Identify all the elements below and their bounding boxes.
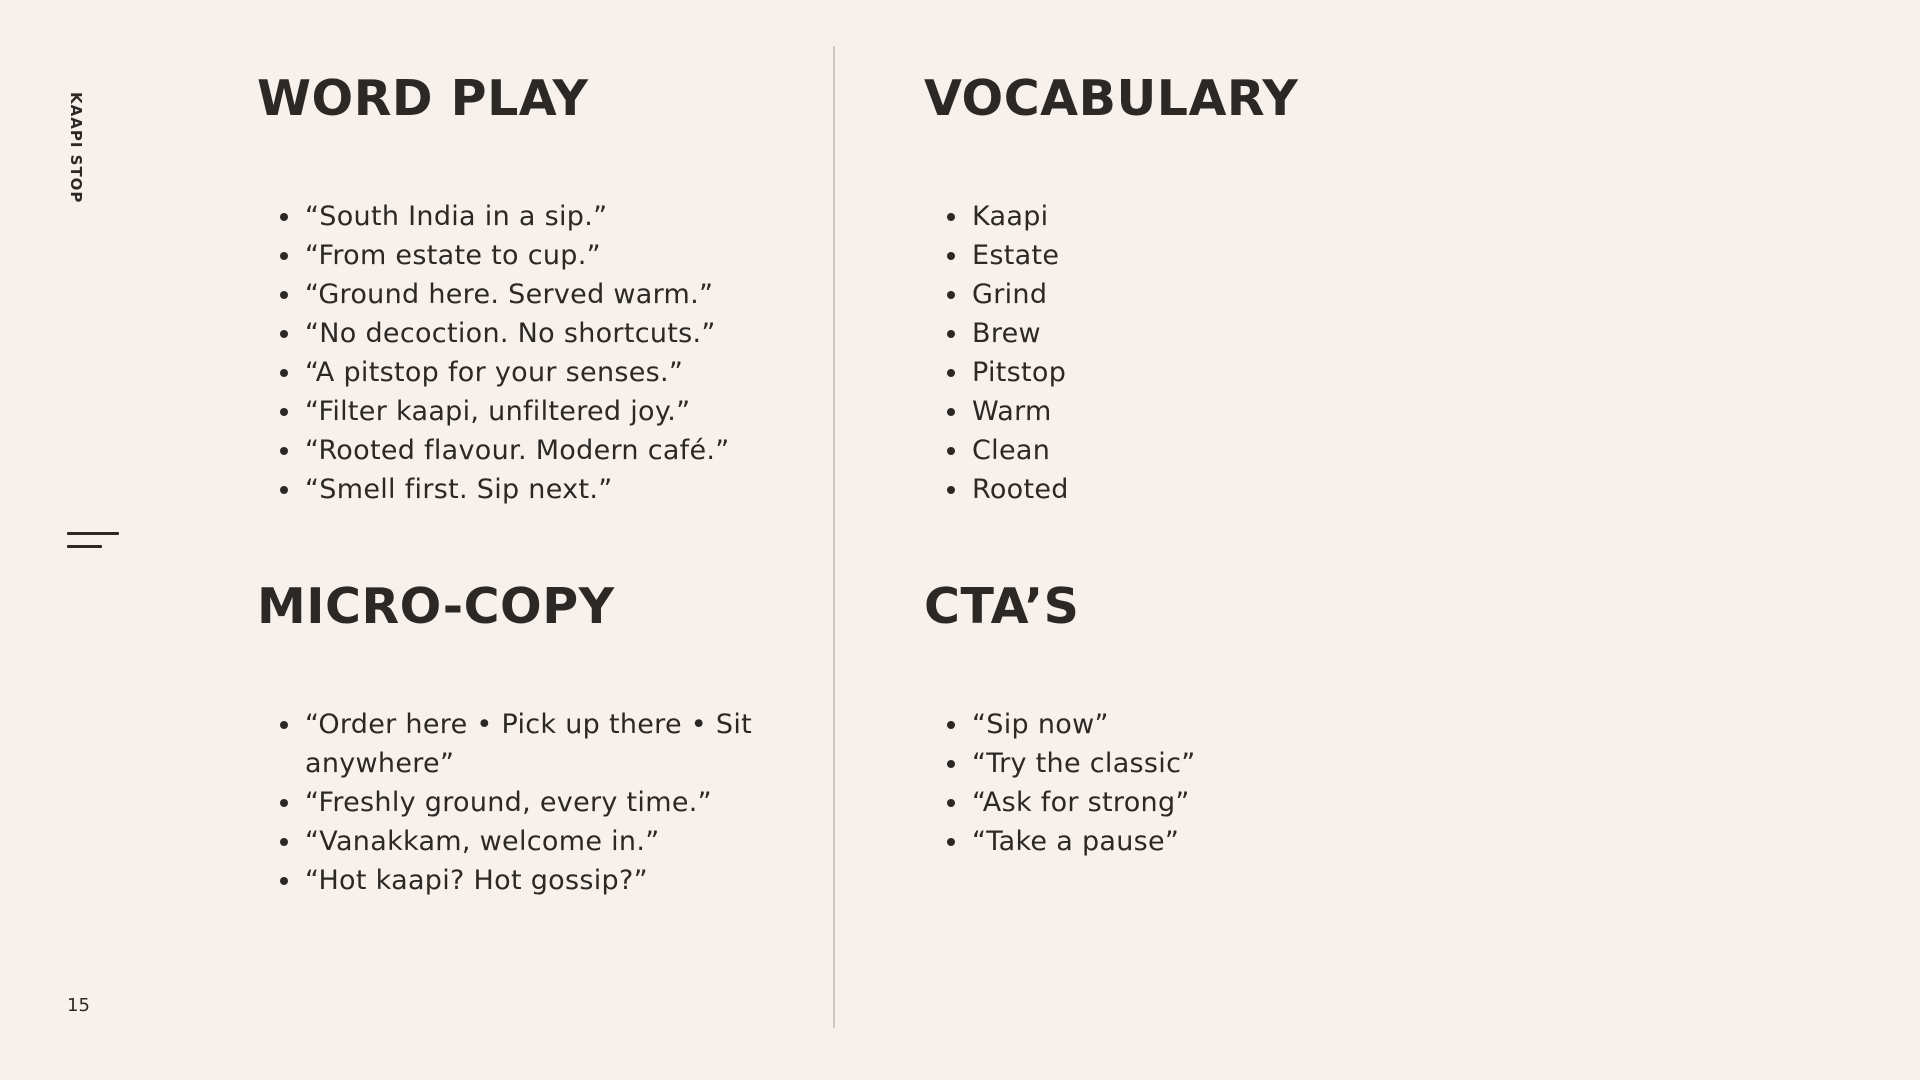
menu-icon[interactable]: [67, 532, 119, 552]
list-item: “Ask for strong”: [972, 783, 1824, 822]
list-item: “Filter kaapi, unfiltered joy.”: [305, 392, 777, 431]
section-title-micro-copy: MICRO-COPY: [257, 578, 615, 635]
section-micro-copy: [257, 578, 777, 900]
section-title-vocabulary: VOCABULARY: [924, 70, 1299, 127]
vocabulary-list: [924, 197, 1824, 509]
micro-copy-list: [257, 705, 777, 900]
list-item: Clean: [972, 431, 1824, 470]
list-item: Grind: [972, 275, 1824, 314]
menu-icon-line-top: [67, 532, 119, 535]
list-item: “Freshly ground, every time.”: [305, 783, 775, 822]
section-vocabulary: [924, 70, 1824, 509]
list-item: “A pitstop for your senses.”: [305, 353, 777, 392]
list-item: Rooted: [972, 470, 1824, 509]
list-item: “Rooted flavour. Modern café.”: [305, 431, 777, 470]
list-item: “Hot kaapi? Hot gossip?”: [305, 861, 775, 900]
list-item: Kaapi: [972, 197, 1824, 236]
ctas-list: [924, 705, 1824, 861]
list-item: “Sip now”: [972, 705, 1824, 744]
list-item: “From estate to cup.”: [305, 236, 777, 275]
list-item: Warm: [972, 392, 1824, 431]
list-item: Estate: [972, 236, 1824, 275]
list-item: “No decoction. No shortcuts.”: [305, 314, 777, 353]
section-title-ctas: CTA’S: [924, 578, 1080, 635]
menu-icon-line-bottom: [67, 545, 102, 548]
list-item: “Order here • Pick up there • Sit anywhere”: [305, 705, 775, 783]
list-item: “Try the classic”: [972, 744, 1824, 783]
column-divider: [833, 46, 835, 1028]
section-title-word-play: WORD PLAY: [257, 70, 589, 127]
list-item: “Smell first. Sip next.”: [305, 470, 777, 509]
page-number: 15: [67, 995, 90, 1016]
section-word-play: [257, 70, 777, 509]
brand-label: KAAPI STOP: [67, 92, 85, 204]
list-item: “South India in a sip.”: [305, 197, 777, 236]
list-item: Pitstop: [972, 353, 1824, 392]
list-item: “Vanakkam, welcome in.”: [305, 822, 775, 861]
section-ctas: [924, 578, 1824, 861]
list-item: “Ground here. Served warm.”: [305, 275, 777, 314]
list-item: “Take a pause”: [972, 822, 1824, 861]
list-item: Brew: [972, 314, 1824, 353]
word-play-list: [257, 197, 777, 509]
